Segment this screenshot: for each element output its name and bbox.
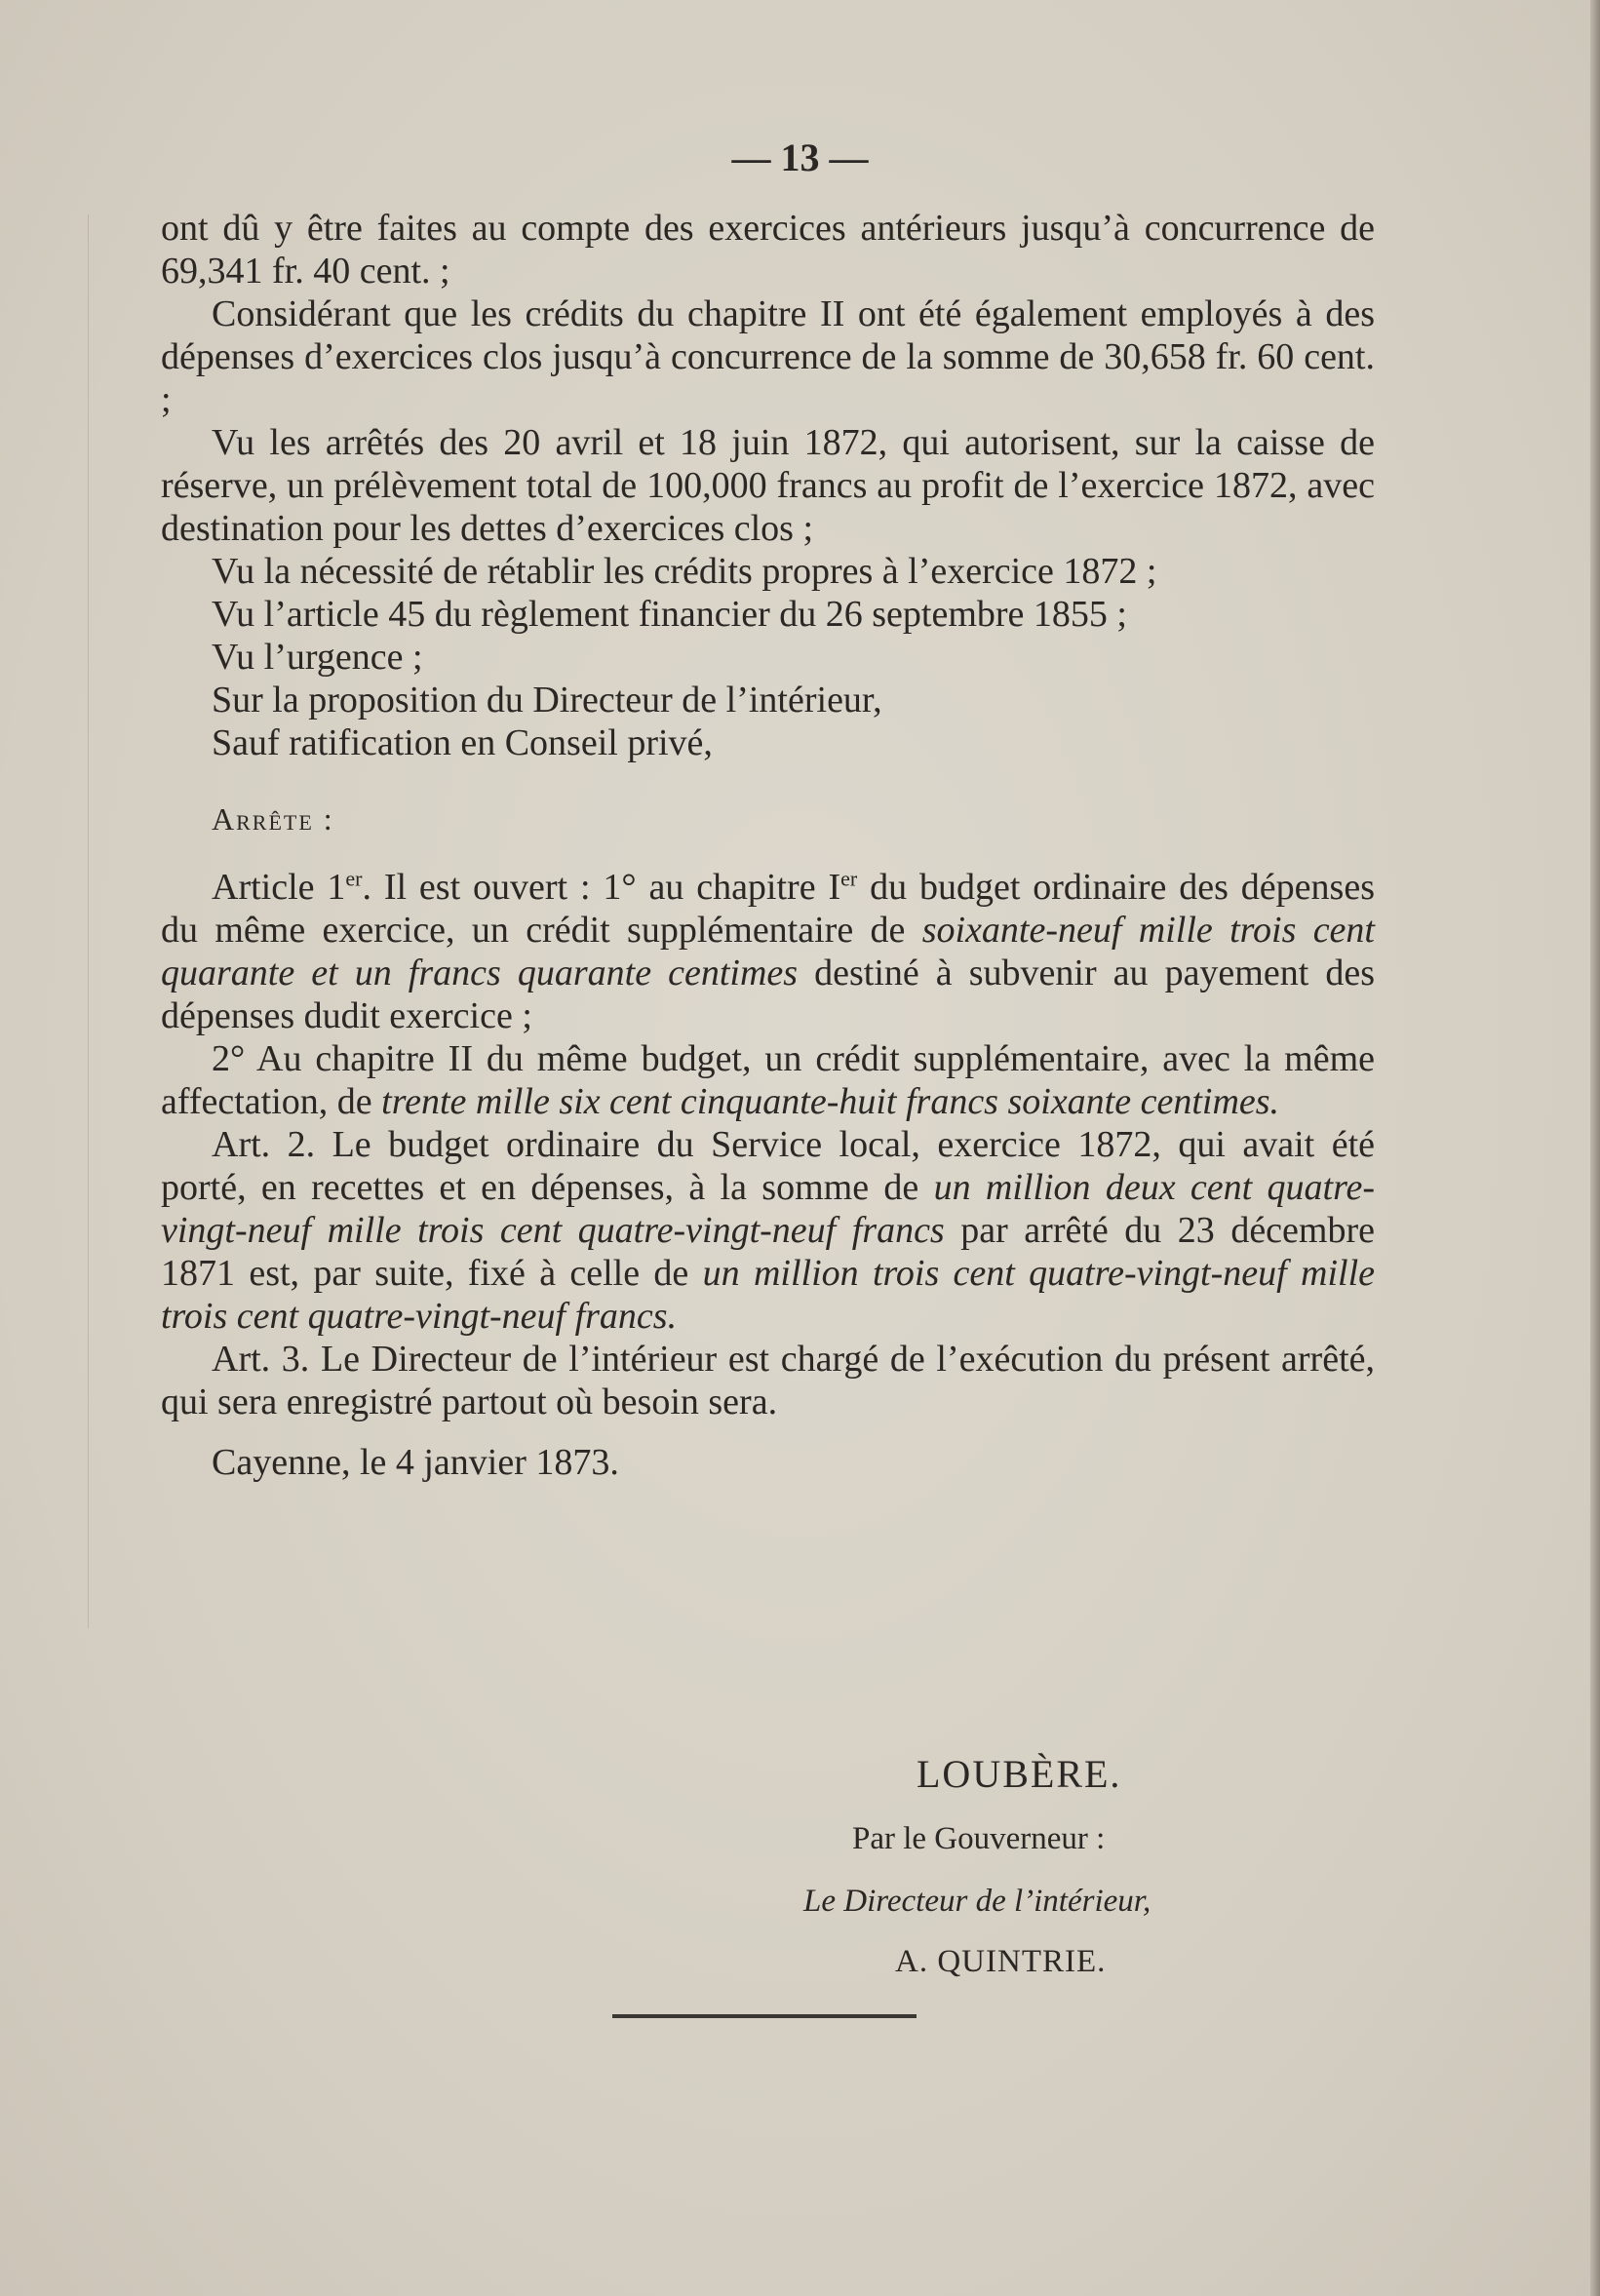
- paragraph-considerant: Considérant que les crédits du chapitre II ont été également employés à des dépenses d’exercices clos jusqu’à concurrence de la somme de 30,658 fr. 60 cent. ;: [161, 293, 1375, 420]
- date-line: Cayenne, le 4 janvier 1873.: [212, 1442, 619, 1483]
- paragraph-vu-urgence: Vu l’urgence ;: [212, 637, 423, 678]
- article-2-mid: par arrêté du 23 décembre 1871 est, par suite, fixé à celle de: [161, 1210, 1375, 1294]
- paragraph-vu-necessite: Vu la nécessité de rétablir les crédits propres à l’exercice 1872 ;: [212, 551, 1157, 592]
- article-1-mid1: . Il est ouvert : 1° au chapitre I: [362, 867, 841, 908]
- article-3: Art. 3. Le Directeur de l’intérieur est chargé de l’exécution du présent arrêté, qui sera enregistré partout où besoin sera.: [161, 1339, 1375, 1422]
- article-1-prefix: Article 1: [212, 867, 346, 908]
- article-1-part-2: [161, 1037, 1375, 1123]
- paragraph-continuation: ont dû y être faites au compte des exercices antérieurs jusqu’à concurrence de 69,341 fr. 40 cent. ;: [161, 208, 1375, 292]
- body-text: [161, 207, 1375, 1484]
- article-1-sup: er: [345, 866, 363, 891]
- article-1-part-2-amount-words: trente mille six cent cinquante-huit francs soixante centimes.: [381, 1081, 1280, 1122]
- article-2: [161, 1123, 1375, 1338]
- article-1-amount-words: soixante-neuf mille trois cent quarante et un francs quarante centimes: [161, 910, 1375, 993]
- signature-by-line: Par le Gouverneur :: [852, 1821, 1106, 1856]
- signature-director-title: Le Directeur de l’intérieur,: [803, 1884, 1151, 1919]
- chapter-1-sup: er: [840, 866, 858, 891]
- page-number: — 13 —: [731, 136, 869, 179]
- paragraph-vu-article: Vu l’article 45 du règlement financier du 26 septembre 1855 ;: [212, 594, 1127, 635]
- page-edge-shadow: [1590, 0, 1600, 2296]
- article-2-amount-new: un million trois cent quatre-vingt-neuf mille trois cent quatre-vingt-neuf francs.: [161, 1253, 1375, 1337]
- article-1: [161, 866, 1375, 1037]
- article-1-part-2-prefix: 2° Au chapitre II du même budget, un crédit supplémentaire, avec la même affectation, de: [161, 1038, 1375, 1122]
- paragraph-sauf-ratification: Sauf ratification en Conseil privé,: [212, 722, 713, 763]
- article-2-prefix: Art. 2. Le budget ordinaire du Service local, exercice 1872, qui avait été porté, en recettes et en dépenses, à la somme de: [161, 1124, 1375, 1208]
- closing-rule: [612, 2014, 917, 2018]
- paragraph-sur-proposition: Sur la proposition du Directeur de l’intérieur,: [212, 680, 882, 720]
- paragraph-vu-arretes: Vu les arrêtés des 20 avril et 18 juin 1872, qui autorisent, sur la caisse de réserve, un prélèvement total de 100,000 francs au profit de l’exercice 1872, avec destination pour les dettes d’exercices clos ;: [161, 422, 1375, 549]
- article-1-mid2: du budget ordinaire des dépenses du même exercice, un crédit supplémentaire de: [161, 867, 1375, 951]
- article-2-amount-old: un million deux cent quatre-vingt-neuf mille trois cent quatre-vingt-neuf francs: [161, 1167, 1375, 1251]
- signature-director-name: A. QUINTRIE.: [895, 1944, 1107, 1979]
- signature-governor: LOUBÈRE.: [917, 1752, 1122, 1796]
- article-1-suffix: destiné à subvenir au payement des dépenses dudit exercice ;: [161, 953, 1375, 1036]
- arrete-heading: Arrête :: [212, 801, 334, 837]
- margin-binding-marks: [88, 214, 118, 1628]
